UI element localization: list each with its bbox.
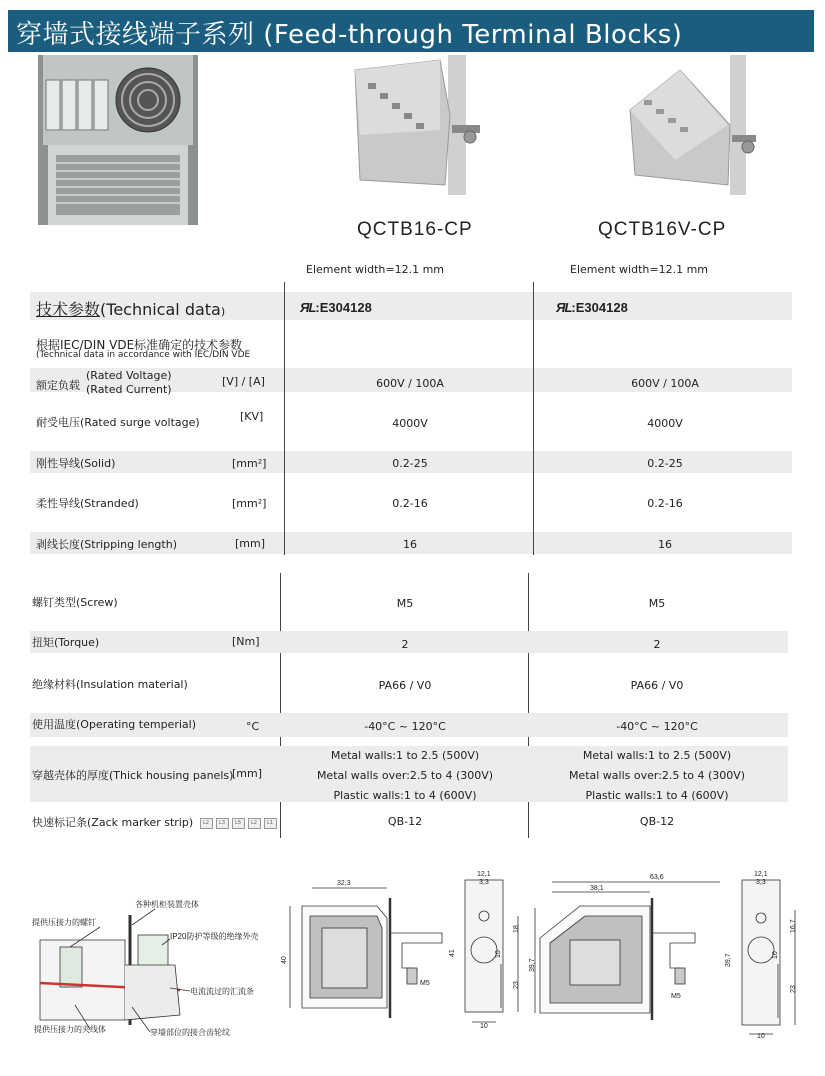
model-name-2: QCTB16V-CP: [598, 219, 727, 240]
dimension-drawing-qctb16v-cp: [530, 868, 815, 1038]
spec-value-2: QB-12: [639, 815, 675, 828]
spec-value-1: M5: [396, 597, 414, 610]
element-width-1: Element width=12.1 mm: [306, 263, 444, 276]
dim-screw: M5: [671, 993, 681, 1000]
spec-value-2: M5: [648, 597, 666, 610]
dim-t1: 12,1: [477, 871, 491, 878]
spec-unit-temperature: °C: [246, 720, 260, 733]
spec-label-temperature: 使用温度(Operating temperial): [32, 718, 196, 731]
housing-value-1b: Metal walls over:2.5 to 4 (300V): [316, 769, 494, 782]
spec-label-stranded: 柔性导线(Stranded): [36, 497, 139, 510]
spec-label-stripping: 剥线长度(Stripping length): [36, 538, 177, 551]
dim-t1: 12,1: [754, 871, 768, 878]
dim-10a: 10: [772, 951, 779, 959]
spec-value-2: 4000V: [647, 417, 683, 430]
tech-data-title: [36, 297, 225, 320]
spec-value-1: 600V / 100A: [376, 377, 444, 390]
cross-section-diagram: [30, 895, 280, 1045]
diagram-label-housing: 各种机柜装置壳体: [135, 900, 199, 909]
dim-23: 23: [790, 985, 797, 993]
spec-value-1: 0.2-16: [392, 497, 428, 510]
cert-number-1: E304128: [319, 300, 372, 315]
housing-value-2a: Metal walls:1 to 2.5 (500V): [582, 749, 732, 762]
diagram-label-ip20: IP20防护等级的绝缘外壳: [170, 932, 259, 941]
dim-397: 39,7: [725, 953, 732, 967]
spec-unit-stripping: [mm]: [235, 537, 266, 550]
spec-value-1: 0.2-25: [392, 457, 428, 470]
marker-strip-icon: L3: [216, 818, 229, 829]
spec-value-1: -40°C ~ 120°C: [364, 720, 446, 733]
marker-strip-icon: L2: [200, 818, 213, 829]
marker-strip-icon: L5: [232, 818, 245, 829]
spec-label-surge: 耐受电压(Rated surge voltage): [36, 416, 200, 429]
dim-10b: 10: [480, 1023, 488, 1030]
dim-10a: 10: [495, 950, 502, 958]
spec-sub-current: (Rated Current): [86, 383, 172, 396]
dim-height: 40: [281, 956, 288, 964]
spec-value-2: 0.2-25: [647, 457, 683, 470]
dim-width: 32,3: [337, 880, 351, 887]
spec-value-1: PA66 / V0: [378, 679, 432, 692]
spec-value-2: PA66 / V0: [630, 679, 684, 692]
tech-title-en: (Technical data: [100, 300, 221, 319]
dim-41: 41: [449, 949, 456, 957]
housing-value-2c: Plastic walls:1 to 4 (600V): [585, 789, 729, 802]
diagram-label-clamp: 提供压接力的夹线体: [34, 1025, 106, 1034]
cabinet-photo: [38, 55, 198, 225]
title-bar: [8, 10, 814, 52]
product-photo-qctb16-cp: [350, 55, 490, 200]
ul-cert-1: ЯL:E304128: [300, 300, 372, 315]
dim-screw: M5: [420, 980, 430, 987]
housing-value-1c: Plastic walls:1 to 4 (600V): [333, 789, 477, 802]
spec-value-2: 600V / 100A: [631, 377, 699, 390]
spec-label-solid: 刚性导线(Solid): [36, 457, 116, 470]
dim-t2: 3,3: [479, 879, 489, 886]
dim-167: 16,7: [790, 919, 797, 933]
spec-unit-stranded: [mm²]: [232, 497, 267, 510]
ul-logo-icon: ЯL: [300, 300, 316, 315]
standard-cn: 根据IEC/DIN VDE标准确定的技术参数: [36, 338, 243, 352]
tech-title-close: ): [220, 305, 226, 318]
spec-unit-torque: [Nm]: [232, 635, 260, 648]
model-name-1: QCTB16-CP: [357, 219, 473, 240]
dim-10b: 10: [757, 1033, 765, 1040]
housing-value-2b: Metal walls over:2.5 to 4 (300V): [568, 769, 746, 782]
spec-value-1: 16: [403, 538, 417, 551]
spec-unit-housing: [mm]: [232, 767, 263, 780]
element-width-2: Element width=12.1 mm: [570, 263, 708, 276]
ul-logo-icon: ЯL: [556, 300, 572, 315]
spec-label-insulation: 绝缘材料(Insulation material): [32, 678, 188, 691]
spec-value-2: 2: [653, 638, 661, 651]
spec-value-1: QB-12: [387, 815, 423, 828]
spec-value-2: -40°C ~ 120°C: [616, 720, 698, 733]
ul-cert-2: ЯL:E304128: [556, 300, 628, 315]
spec-unit-surge: [KV]: [240, 410, 264, 423]
spec-unit-solid: [mm²]: [232, 457, 267, 470]
page-title: 穿墙式接线端子系列 (Feed-through Terminal Blocks): [16, 20, 683, 50]
marker-strip-icon: L1: [264, 818, 277, 829]
dim-width-1: 63,6: [650, 874, 664, 881]
divider-upper-1: [284, 282, 285, 555]
tech-title-cn: 技术参数: [36, 300, 101, 319]
spec-label-marker-text: 快速标记条(Zack marker strip): [32, 816, 194, 829]
spec-sub-voltage: (Rated Voltage): [86, 369, 172, 382]
cert-number-2: E304128: [575, 300, 628, 315]
dimension-drawing-qctb16-cp: [282, 868, 532, 1033]
spec-label-torque: 扭矩(Torque): [32, 636, 100, 649]
diagram-label-teeth: 穿墙部位的接合齿轮纹: [150, 1028, 230, 1037]
spec-label-housing: 穿越壳体的厚度(Thick housing panels): [32, 769, 234, 782]
dim-t2: 3,3: [756, 879, 766, 886]
housing-value-1a: Metal walls:1 to 2.5 (500V): [330, 749, 480, 762]
diagram-label-screw: 提供压接力的螺钉: [32, 918, 96, 927]
standard-en: (Technical data in accordance with IEC/DIN VDE: [36, 350, 251, 360]
spec-value-2: 0.2-16: [647, 497, 683, 510]
marker-strip-icon: L2: [248, 818, 261, 829]
spec-unit-rated-load: [V] / [A]: [222, 375, 265, 388]
product-photo-qctb16v-cp: [620, 55, 760, 200]
diagram-label-busbar: 电流流过的汇流条: [190, 987, 254, 996]
dim-18: 18: [513, 925, 520, 933]
spec-label-screw: 螺钉类型(Screw): [32, 596, 118, 609]
dim-height: 39,7: [529, 958, 536, 972]
dim-23: 23: [513, 981, 520, 989]
spec-label-rated-load: 额定负载: [36, 379, 80, 392]
spec-value-1: 2: [401, 638, 409, 651]
spec-label-marker: [32, 814, 277, 830]
spec-value-2: 16: [658, 538, 672, 551]
dim-width-2: 38,1: [590, 885, 604, 892]
spec-value-1: 4000V: [392, 417, 428, 430]
divider-upper-2: [533, 282, 534, 555]
